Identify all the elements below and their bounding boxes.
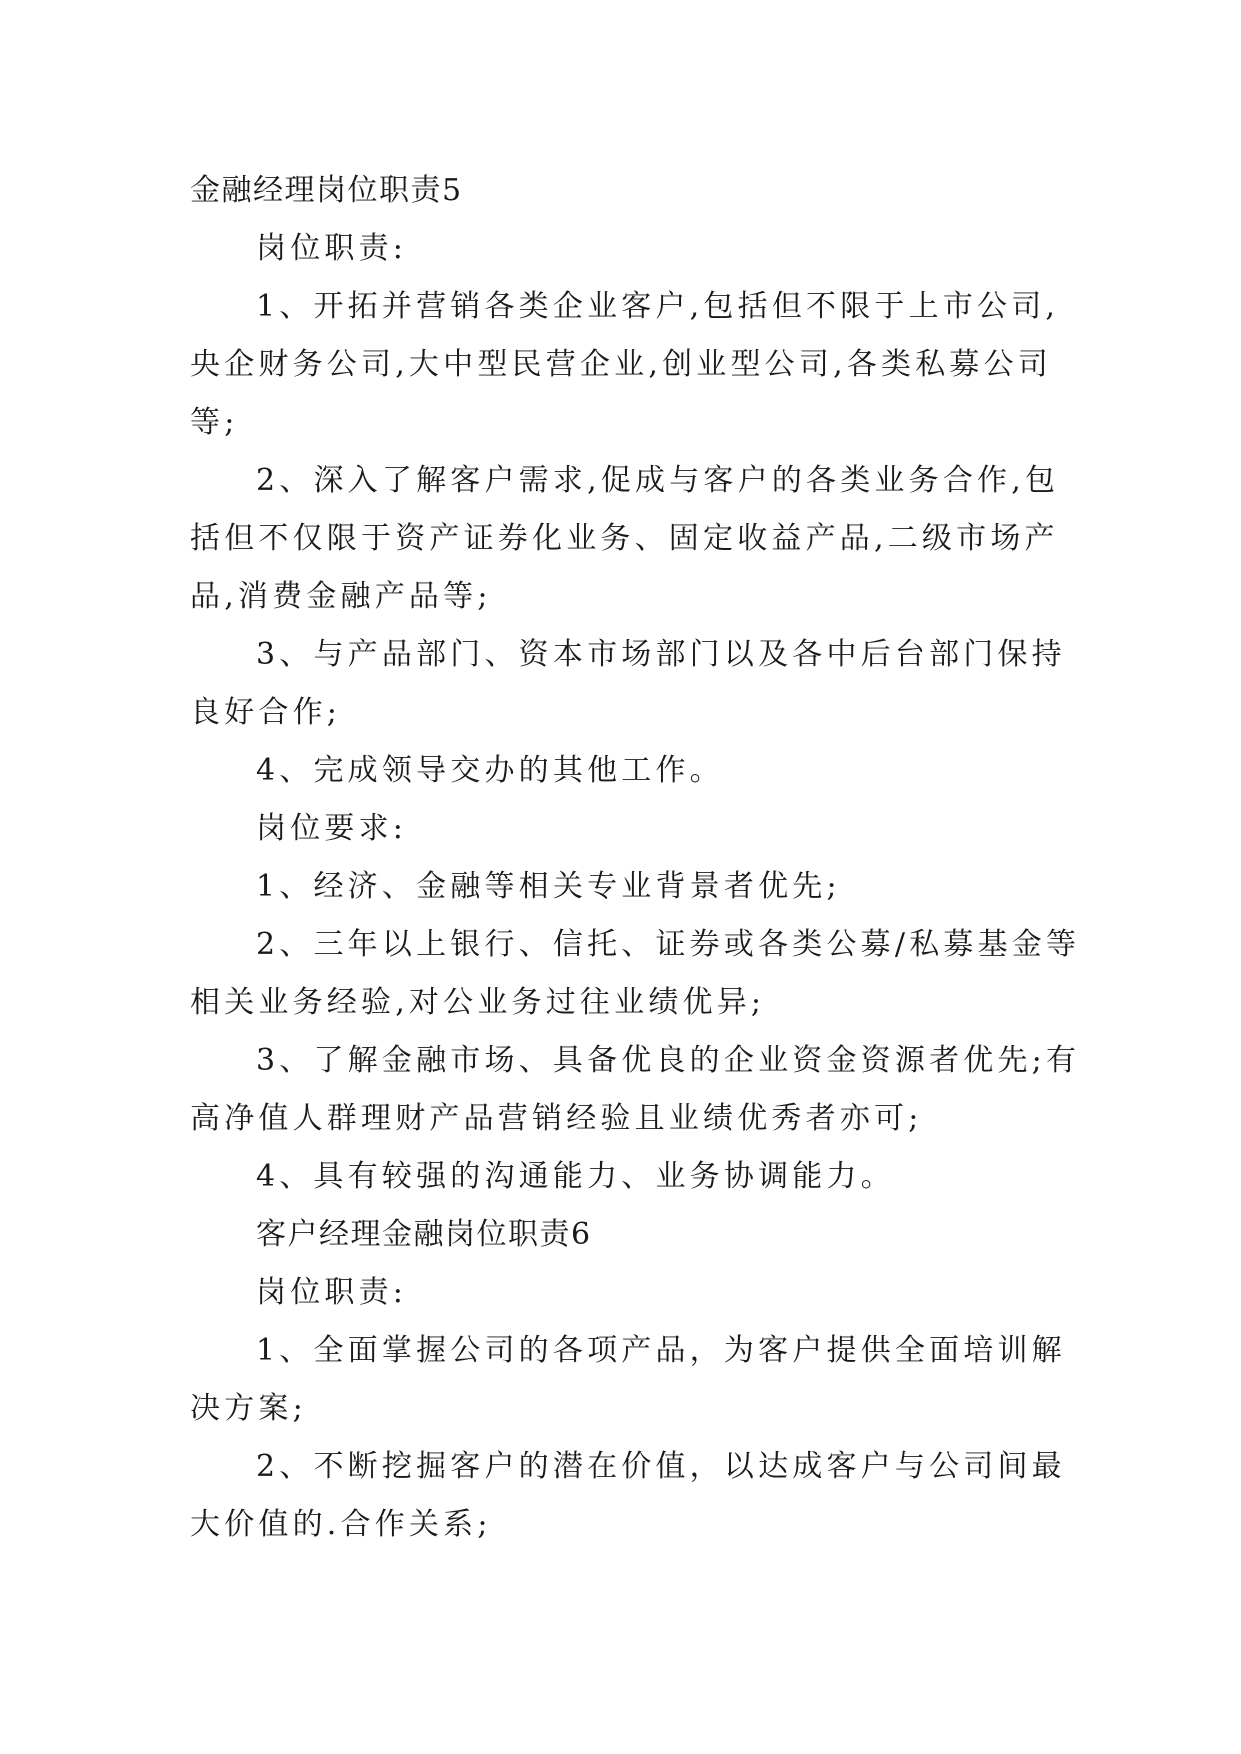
paragraph-line: 3、了解金融市场、具备优良的企业资金资源者优先;有 <box>256 1043 1081 1078</box>
section-title: 客户经理金融岗位职责6 <box>256 1217 592 1252</box>
paragraph-line: 1、开拓并营销各类企业客户,包括但不限于上市公司, <box>256 289 1060 324</box>
paragraph-line: 4、完成领导交办的其他工作。 <box>256 753 724 788</box>
paragraph-line: 决方案; <box>190 1391 307 1426</box>
paragraph-line: 4、具有较强的沟通能力、业务协调能力。 <box>256 1159 895 1194</box>
paragraph-line: 品,消费金融产品等; <box>190 579 492 614</box>
paragraph-line: 1、经济、金融等相关专业背景者优先; <box>256 869 841 904</box>
paragraph-line: 良好合作; <box>190 695 342 730</box>
subheading: 岗位要求: <box>256 811 408 846</box>
paragraph-line: 括但不仅限于资产证券化业务、固定收益产品,二级市场产 <box>190 521 1059 556</box>
paragraph-line: 2、三年以上银行、信托、证券或各类公募/私募基金等 <box>256 927 1081 962</box>
subheading: 岗位职责: <box>256 231 408 266</box>
document-body <box>190 162 1081 1554</box>
subheading: 岗位职责: <box>256 1275 408 1310</box>
paragraph-line: 央企财务公司,大中型民营企业,创业型公司,各类私募公司 <box>190 347 1053 382</box>
paragraph-line: 相关业务经验,对公业务过往业绩优异; <box>190 985 766 1020</box>
paragraph-line: 2、深入了解客户需求,促成与客户的各类业务合作,包 <box>256 463 1060 498</box>
paragraph-line: 1、全面掌握公司的各项产品，为客户提供全面培训解 <box>256 1333 1066 1368</box>
paragraph-line: 等; <box>190 405 239 440</box>
paragraph-line: 高净值人群理财产品营销经验且业绩优秀者亦可; <box>190 1101 923 1136</box>
paragraph-line: 2、不断挖掘客户的潜在价值，以达成客户与公司间最 <box>256 1449 1066 1484</box>
section-title: 金融经理岗位职责5 <box>190 173 463 208</box>
paragraph-line: 3、与产品部门、资本市场部门以及各中后台部门保持 <box>256 637 1066 672</box>
paragraph-line: 大价值的.合作关系; <box>190 1507 492 1542</box>
